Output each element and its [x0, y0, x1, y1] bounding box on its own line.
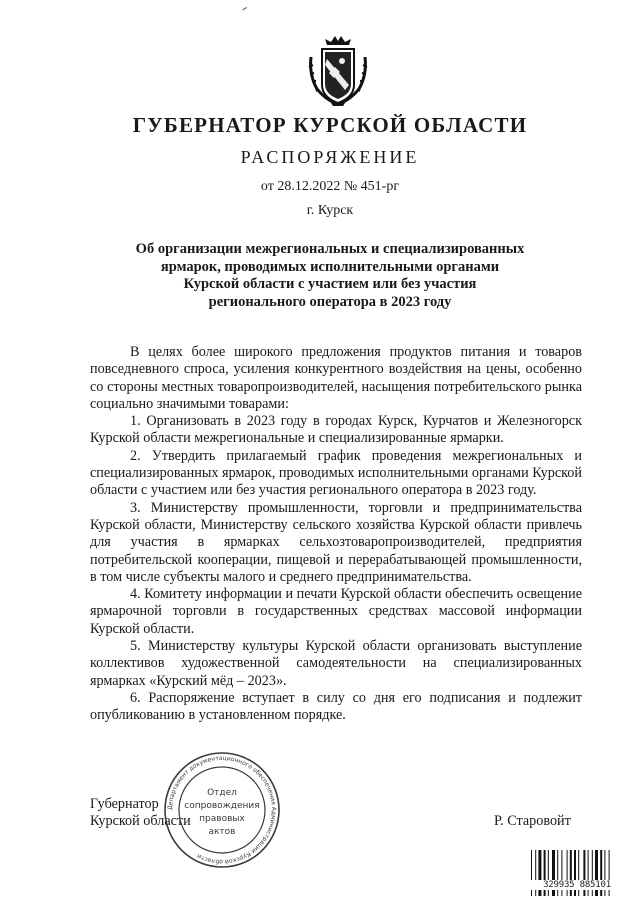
signatory-name: Р. Старовойт [494, 813, 571, 829]
document-type: РАСПОРЯЖЕНИЕ [240, 147, 420, 167]
clause-5: 5. Министерству культуры Курской области организовать выступление коллективов художественной самодеятельности на специализированных ярмарках «Курский мёд – 2023». [90, 638, 582, 689]
preamble-paragraph: В целях более широкого предложения продуктов питания и товаров повседневного спроса, усиления конкурентного воздействия на цены, особенно со стороны местных товаропроизводителей, насыщения потребительского рынка социально значимыми товарами: [90, 344, 582, 412]
clause-1: 1. Организовать в 2023 году в городах Курск, Курчатов и Железногорск Курской области межрегиональные и специализированные ярмарки. [90, 413, 582, 447]
stamp-line: сопровождения [184, 801, 260, 811]
document-title: ГУБЕРНАТОР КУРСКОЙ ОБЛАСТИ [132, 113, 528, 137]
subject-line: Курской области с участием или без участия [183, 276, 477, 292]
subject-line: ярмарок, проводимых исполнительными органами [160, 258, 500, 275]
stamp-line: актов [208, 827, 236, 837]
signatory-position-line: Курской области [90, 813, 191, 830]
signatory-position-line: Губернатор [90, 796, 159, 812]
document-date-number: от 28.12.2022 № 451-рг [260, 179, 400, 194]
coat-of-arms-icon [307, 35, 369, 107]
official-stamp [162, 750, 282, 870]
clause-3: 3. Министерству промышленности, торговли и предпринимательства Курской области, Министерству сельского хозяйства Курской области привлечь для участия в ярмарках сельхозтоваропроизводителей, предприятия потребительской кооперации, пищевой и перерабатывающей промышленности, в том числе субъекты малого и среднего предпринимательства. [90, 499, 582, 585]
clause-2: 2. Утвердить прилагаемый график проведения межрегиональных и специализированных ярмарок, проводимых исполнительными органами Курской области с участием или без участия регионального оператора в 2023 году. [90, 447, 582, 499]
subject-line: Об организации межрегиональных и специализированных [135, 241, 525, 257]
clause-6: 6. Распоряжение вступает в силу со дня его подписания и подлежит опубликованию в установленном порядке. [90, 689, 582, 724]
document-city: г. Курск [306, 203, 354, 218]
stamp-line: Отдел [207, 788, 237, 798]
stamp-ring-text: Департамент документационного обеспечения Администрации Курской области [166, 754, 278, 866]
clause-4: 4. Комитету информации и печати Курской области обеспечить освещение ярмарочной торговли в государственных средствах массовой информации Курской области. [90, 586, 582, 637]
document-subject [60, 241, 600, 311]
stamp-line: правовых [199, 814, 245, 824]
barcode-number: 329935 885101 [529, 880, 625, 890]
scan-mark [242, 7, 248, 13]
subject-line: регионального оператора в 2023 году [208, 293, 452, 310]
document-body [90, 344, 582, 725]
